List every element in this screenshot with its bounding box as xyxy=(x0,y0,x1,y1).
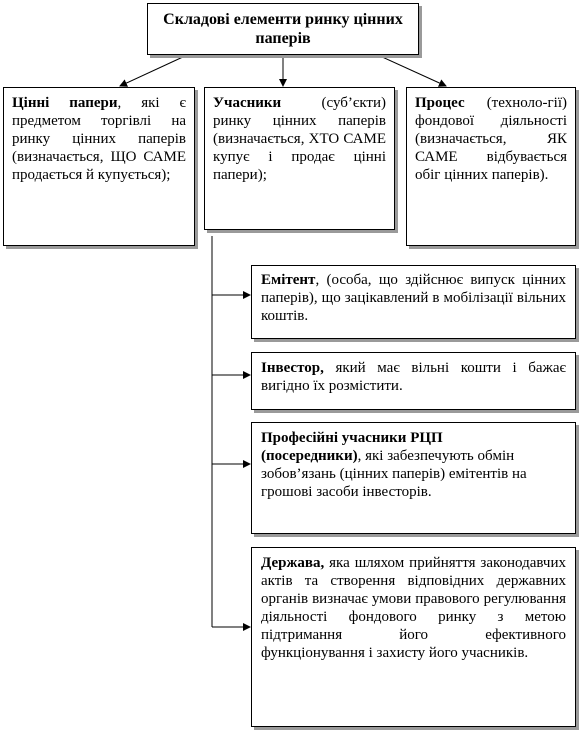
issuer-term: Емітент xyxy=(261,272,316,288)
participants-term: Учасники xyxy=(213,95,282,111)
securities-desc: , які є предметом торгівлі на ринку цінних паперів (визначається, ЩО САМЕ продається й купується); xyxy=(12,95,186,183)
issuer-desc: , (особа, що здійснює випуск цінних паперів), що зацікавлений в мобілізації вільних коштів. xyxy=(261,272,566,324)
intermediaries-desc: , які забезпечують обмін зобов’язань (цінних паперів) емітентів на грошові засоби інвесторів. xyxy=(261,448,527,500)
process-box xyxy=(406,87,576,246)
state-desc: яка шляхом прийняття законодавчих актів та створення відповідних державних органів визначає умови правового регулювання діяльності фондового ринку з метою підтримання його ефективного функціонування і захисту його учасників. xyxy=(261,555,566,661)
arrow-to-securities xyxy=(120,56,185,86)
state-term: Держава, xyxy=(261,555,325,571)
securities-box xyxy=(3,87,195,246)
process-term: Процес xyxy=(415,95,465,111)
participants-desc: (суб’єкти) ринку цінних паперів (визначається, ХТО САМЕ купує і продає цінні папери); xyxy=(213,95,386,183)
issuer-box xyxy=(251,265,576,339)
investor-box xyxy=(251,352,576,410)
process-desc: (техноло-гії) фондової діяльності (визначається, ЯК САМЕ відбувається обіг цінних паперів). xyxy=(415,95,567,183)
investor-term: Інвестор, xyxy=(261,360,324,376)
arrow-to-process xyxy=(380,56,446,86)
securities-term: Цінні папери xyxy=(12,95,118,111)
participants-box xyxy=(204,87,395,230)
title-box xyxy=(147,3,419,55)
investor-desc: який має вільні кошти і бажає вигідно їх розмістити. xyxy=(261,360,566,394)
diagram-title: Складові елементи ринку цінних паперів xyxy=(163,11,403,47)
intermediaries-box xyxy=(251,422,576,534)
state-box xyxy=(251,547,576,727)
intermediaries-term: Професійні учасники РЦП (посередники) xyxy=(261,430,443,464)
